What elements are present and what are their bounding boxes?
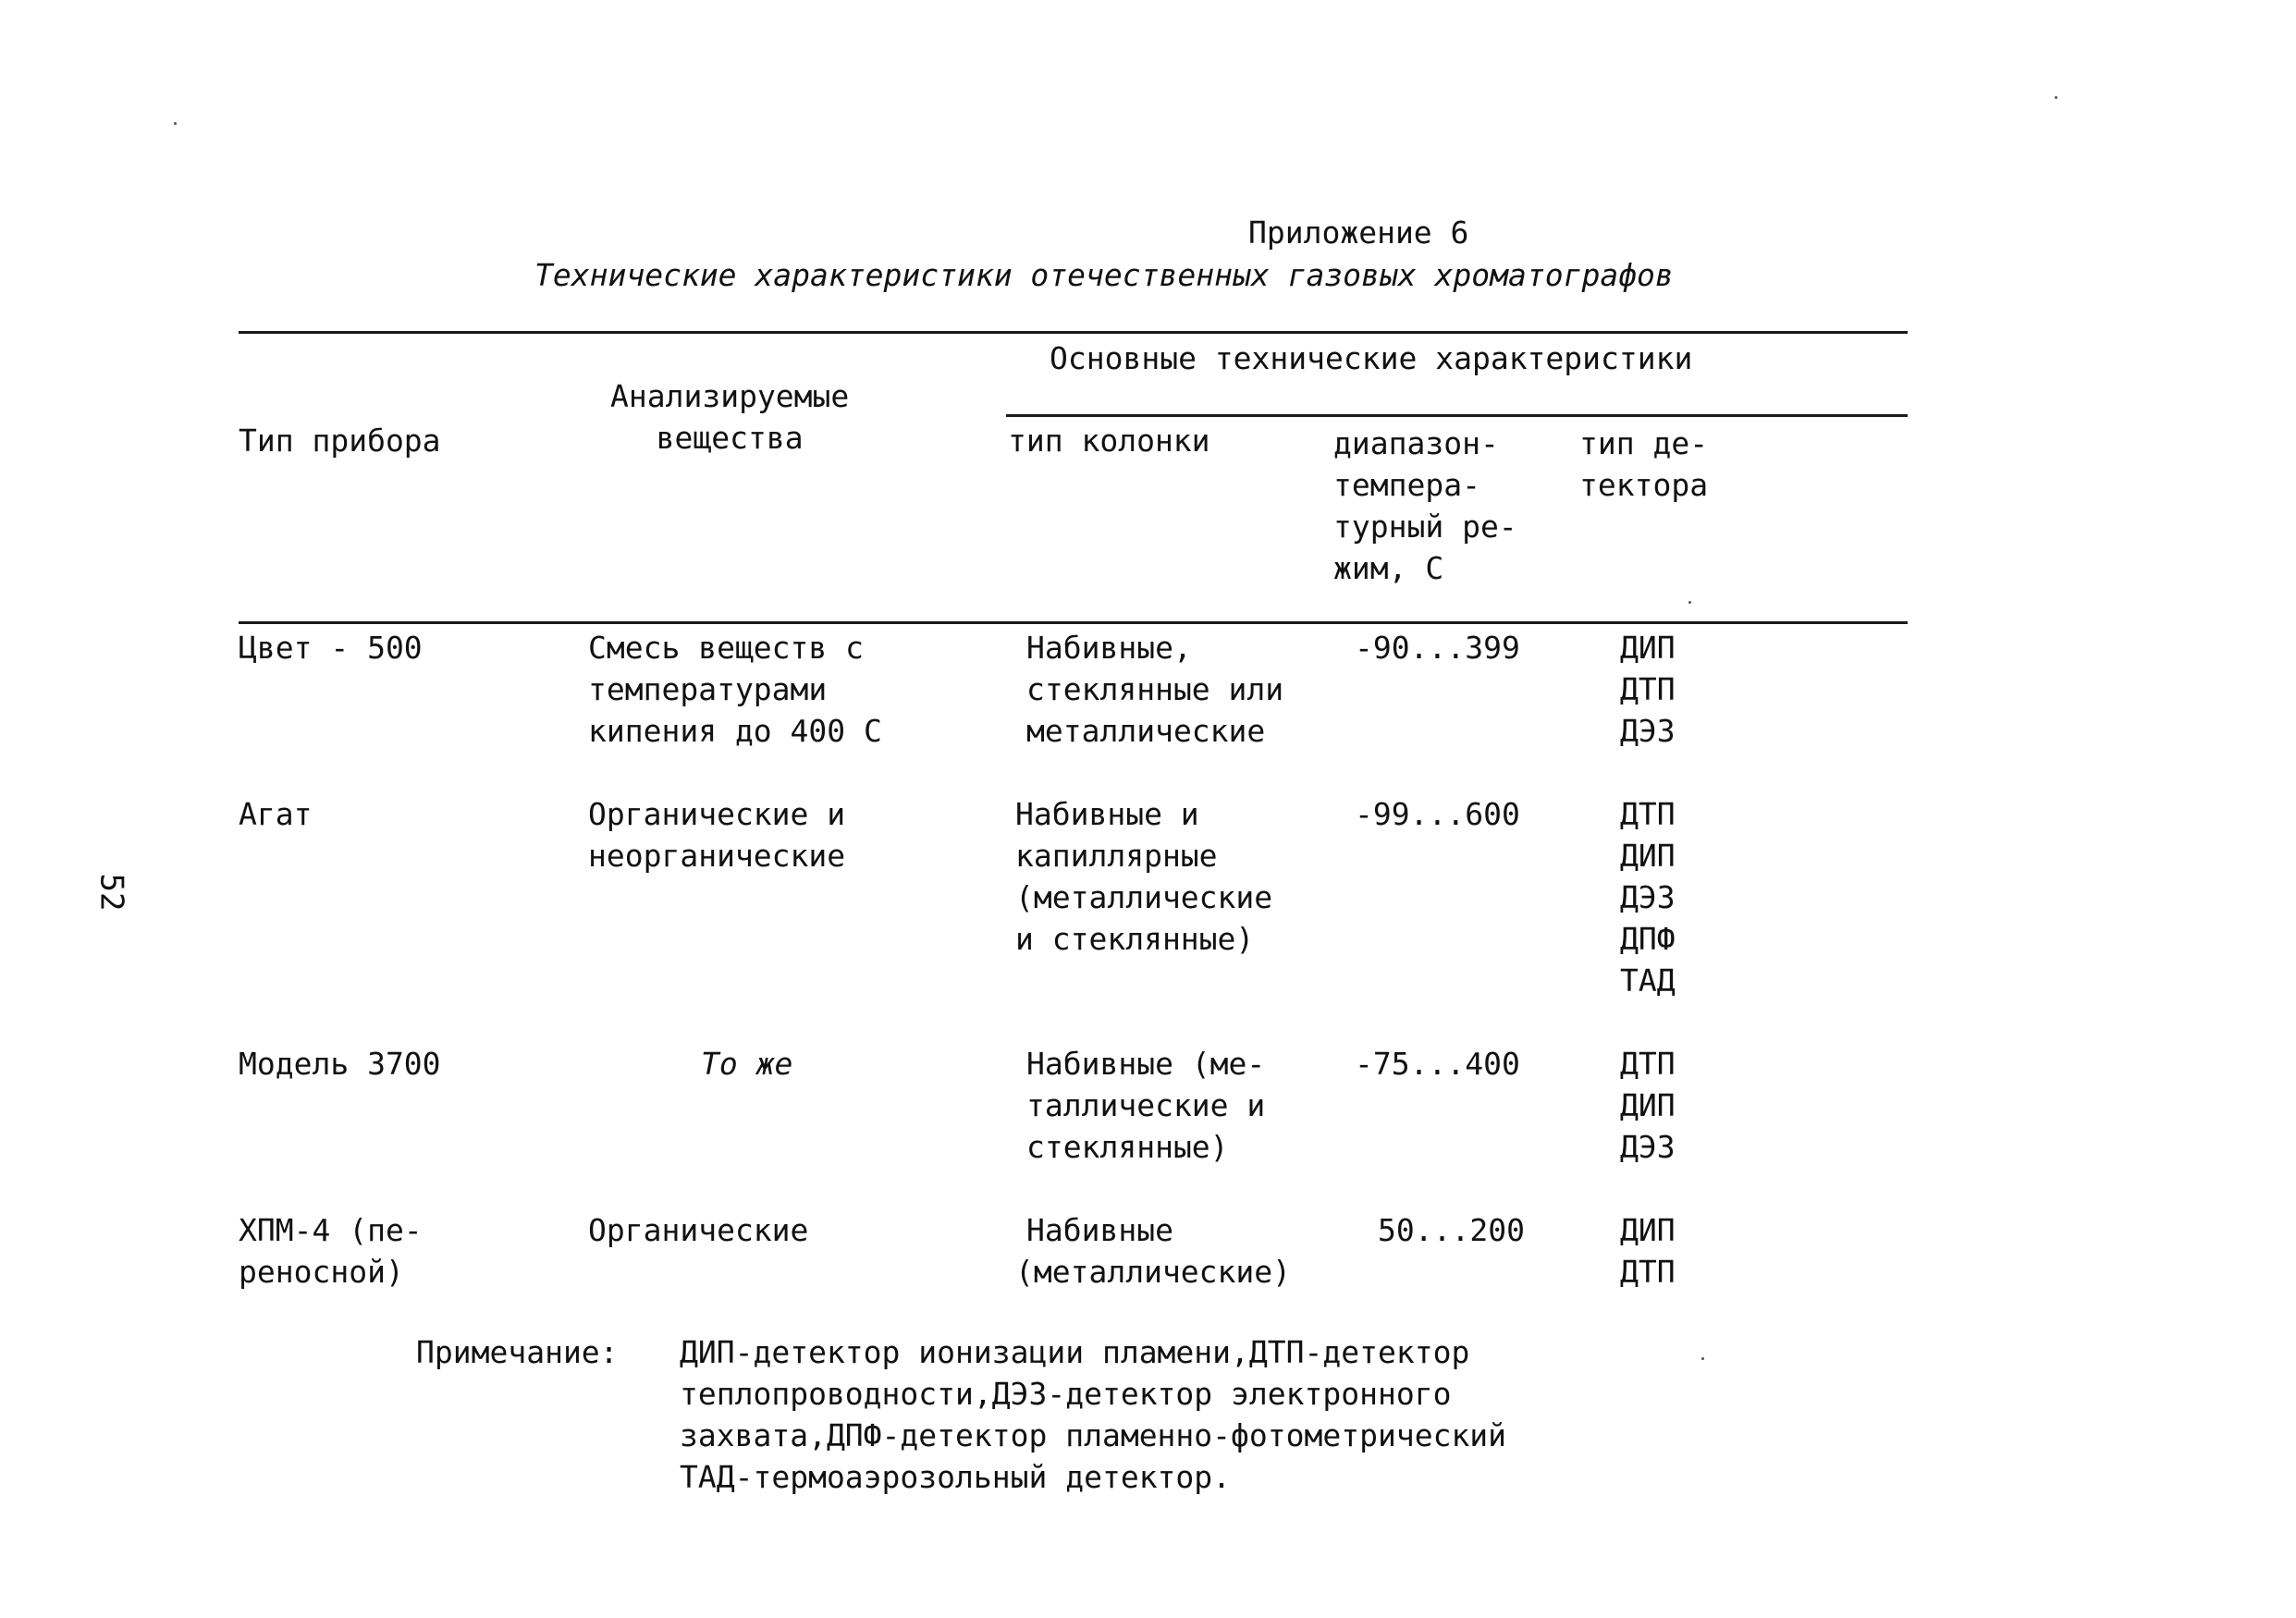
group-header-rule [1006,414,1908,417]
cell-range: -75...400 [1355,1046,1520,1082]
page-number: 52 [92,873,130,912]
cell-column: Набивные и капиллярные (металлические и стеклянные) [1015,796,1273,957]
cell-detectors: ДИП ДТП ДЭЗ [1620,630,1676,749]
table-top-rule [239,331,1908,334]
scan-speck [1688,601,1691,604]
cell-substances: Органические [588,1212,809,1248]
cell-column: Набивные (металлические) [1015,1212,1292,1290]
cell-range: -99...600 [1355,796,1520,832]
note-label: Примечание: [416,1334,619,1370]
cell-device: Цвет - 500 [239,630,423,666]
header-temp-range: диапазон- темпера- турный ре- жим, С [1333,425,1517,586]
scan-speck [1701,1357,1704,1360]
scan-speck [2055,96,2057,99]
cell-device: Агат [239,796,313,832]
cell-range: -90...399 [1355,630,1520,666]
cell-substances: То же [701,1046,793,1082]
cell-substances: Смесь веществ с температурами кипения до 400 С [588,630,882,749]
page-title: Технические характеристики отечественных газовых хроматографов [534,257,1674,293]
header-main-characteristics: Основные технические характеристики [1050,340,1693,376]
cell-range: 50...200 [1378,1212,1525,1248]
scan-speck [174,122,177,125]
cell-device: Модель 3700 [239,1046,441,1082]
header-bottom-rule [239,621,1908,624]
cell-device: ХПМ-4 (пе- реносной) [239,1212,423,1290]
header-substances: Анализируемые вещества [610,378,850,456]
header-device-type: Тип прибора [239,423,441,459]
cell-substances: Органические и неорганические [588,796,846,874]
cell-detectors: ДТП ДИП ДЭЗ [1620,1046,1676,1165]
header-detector-type: тип де- тектора [1579,425,1709,503]
cell-column: Набивные (ме- таллические и стеклянные) [1026,1046,1266,1165]
note-text: ДИП-детектор ионизации пламени,ДТП-детектор теплопроводности,ДЭЗ-детектор электронного захвата,ДПФ-детектор пламенно-фотометрический ТАД-термоаэрозольный детектор. [680,1334,1507,1495]
cell-detectors: ДТП ДИП ДЭЗ ДПФ ТАД [1620,796,1676,999]
cell-detectors: ДИП ДТП [1620,1212,1676,1290]
appendix-label: Приложение 6 [1248,215,1469,251]
cell-column: Набивные, стеклянные или металлические [1026,630,1284,749]
header-column-type: тип колонки [1008,423,1210,459]
